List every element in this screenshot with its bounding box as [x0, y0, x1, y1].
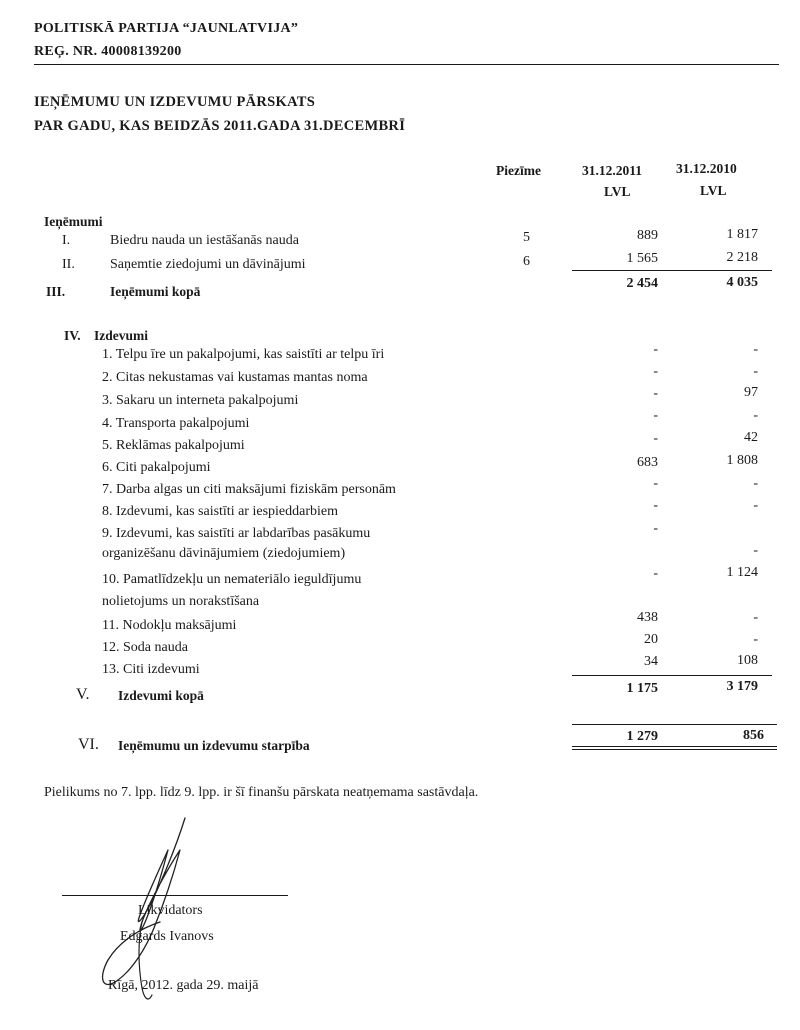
value-2011: - [653, 386, 658, 401]
value-2011: 34 [644, 654, 658, 669]
value-2010: 108 [737, 653, 758, 668]
header-divider [34, 64, 779, 65]
total-rule-top [572, 724, 777, 725]
registration-number: REĢ. NR. 40008139200 [34, 44, 182, 59]
row-label: 2. Citas nekustamas vai kustamas mantas noma [102, 370, 368, 385]
row-label: Ieņēmumi kopā [110, 284, 201, 299]
value-2011: - [653, 364, 658, 379]
row-label: 10. Pamatlīdzekļu un nemateriālo ieguldījumu [102, 572, 362, 587]
value-2010: 3 179 [726, 679, 758, 694]
organization-name: POLITISKĀ PARTIJA “JAUNLATVIJA” [34, 21, 299, 36]
value-2011: - [653, 476, 658, 491]
value-2010: - [753, 408, 758, 423]
row-number: V. [76, 686, 90, 703]
value-2010: 1 808 [726, 453, 758, 468]
subtotal-rule [572, 675, 772, 676]
value-2011: 889 [637, 228, 658, 243]
report-title: IEŅĒMUMU UN IZDEVUMU PĀRSKATS [34, 94, 316, 110]
row-label: 9. Izdevumi, kas saistīti ar labdarības pasākumu [102, 526, 371, 541]
value-2011: 2 454 [626, 276, 658, 291]
value-2010: 97 [744, 385, 758, 400]
column-header-note: Piezīme [496, 163, 541, 178]
value-2011: 20 [644, 632, 658, 647]
report-subtitle: PAR GADU, KAS BEIDZĀS 2011.GADA 31.DECEMBRĪ [34, 118, 406, 134]
annex-note: Pielikums no 7. lpp. līdz 9. lpp. ir šī finanšu pārskata neatņemama sastāvdaļa. [44, 785, 479, 800]
signatory-name: Edgards Ivanovs [120, 929, 214, 944]
row-number: II. [62, 257, 75, 272]
signature-line [62, 895, 288, 896]
income-heading: Ieņēmumi [44, 214, 103, 229]
value-2011: 438 [637, 610, 658, 625]
expenses-heading-label: Izdevumi [94, 328, 148, 343]
row-label: 12. Soda nauda [102, 640, 188, 655]
row-label: 3. Sakaru un interneta pakalpojumi [102, 393, 299, 408]
row-label: Saņemtie ziedojumi un dāvinājumi [110, 257, 306, 272]
value-2010: 856 [743, 728, 764, 743]
row-label: Biedru nauda un iestāšanās nauda [110, 233, 299, 248]
row-number: I. [62, 233, 71, 248]
value-2011: - [653, 431, 658, 446]
row-label: 13. Citi izdevumi [102, 662, 200, 677]
row-label: Izdevumi kopā [118, 688, 204, 703]
value-2011: 1 279 [626, 729, 658, 744]
value-2010: - [753, 610, 758, 625]
value-2010: 42 [744, 430, 758, 445]
total-double-rule-2 [572, 749, 777, 750]
row-label-continued: nolietojums un norakstīšana [102, 594, 260, 609]
row-note: 6 [523, 254, 530, 269]
row-number: III. [46, 284, 66, 299]
value-2011: - [653, 408, 658, 423]
row-label: 7. Darba algas un citi maksājumi fiziskām personām [102, 482, 396, 497]
value-2010: - [753, 498, 758, 513]
value-2011: 1 565 [626, 251, 658, 266]
row-label: 11. Nodokļu maksājumi [102, 618, 237, 633]
subtotal-rule [572, 270, 772, 271]
row-number: VI. [78, 736, 99, 753]
value-2010: 1 817 [726, 227, 758, 242]
row-note: 5 [523, 230, 530, 245]
value-2010: - [753, 364, 758, 379]
row-label: Ieņēmumu un izdevumu starpība [118, 738, 310, 753]
value-2011: 1 175 [626, 681, 658, 696]
column-header-2011: 31.12.2011 [582, 163, 643, 178]
value-2011: - [653, 342, 658, 357]
value-2010: - [753, 476, 758, 491]
value-2011: - [653, 521, 658, 536]
row-label: 8. Izdevumi, kas saistīti ar iespieddarbiem [102, 504, 338, 519]
currency-2010: LVL [700, 183, 727, 198]
row-label: 5. Reklāmas pakalpojumi [102, 438, 245, 453]
signatory-role: Likvidators [138, 903, 203, 918]
place-and-date: Rīgā, 2012. gada 29. maijā [108, 978, 259, 993]
value-2011: - [653, 566, 658, 581]
value-2010: 4 035 [726, 275, 758, 290]
row-number: IV. [64, 328, 81, 343]
column-header-2010: 31.12.2010 [676, 161, 737, 176]
row-label: 6. Citi pakalpojumi [102, 460, 211, 475]
value-2011: - [653, 498, 658, 513]
value-2010: - [753, 632, 758, 647]
row-label: 1. Telpu īre un pakalpojumi, kas saistīti ar telpu īri [102, 347, 385, 362]
value-2010: 1 124 [726, 565, 758, 580]
row-label-continued: organizēšanu dāvinājumiem (ziedojumiem) [102, 546, 346, 561]
total-double-rule-1 [572, 746, 777, 747]
currency-2011: LVL [604, 184, 631, 199]
value-2010: 2 218 [726, 250, 758, 265]
value-2011: 683 [637, 455, 658, 470]
row-label: 4. Transporta pakalpojumi [102, 416, 250, 431]
value-2010: - [753, 342, 758, 357]
value-2010: - [753, 543, 758, 558]
